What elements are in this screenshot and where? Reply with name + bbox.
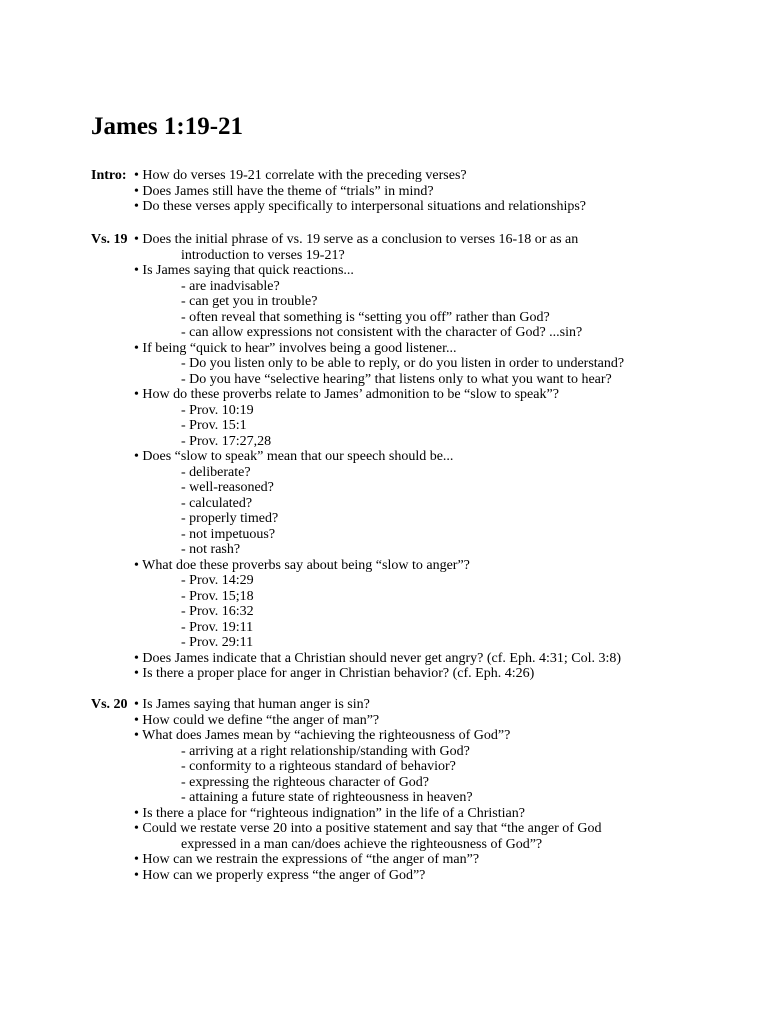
sub-item: - Prov. 29:11 <box>181 635 254 650</box>
sub-item: - not impetuous? <box>181 526 276 542</box>
sub-item: introduction to verses 19-21? <box>181 247 345 263</box>
bullet-item: • Does the initial phrase of vs. 19 serve as a conclusion to verses 16-18 or as an <box>134 232 579 247</box>
sub-item: - Prov. 14:29 <box>181 573 254 588</box>
section-label: Vs. 20 <box>91 697 128 712</box>
bullet-item: • Could we restate verse 20 into a positive statement and say that “the anger of God <box>134 821 602 836</box>
bullet-item: • What does James mean by “achieving the righteousness of God”? <box>134 728 511 743</box>
sub-item: - often reveal that something is “setting you off” rather than God? <box>181 309 550 325</box>
sub-item: - Prov. 15;18 <box>181 588 254 604</box>
sub-item: - conformity to a righteous standard of behavior? <box>181 759 456 774</box>
sub-item: - Do you listen only to be able to reply, or do you listen in order to understand? <box>181 356 625 371</box>
bullet-item: • How can we restrain the expressions of “the anger of man”? <box>134 852 480 867</box>
bullet-item: • Is James saying that human anger is sin? <box>134 697 370 712</box>
bullet-item: • How could we define “the anger of man”? <box>134 712 380 728</box>
sub-item: - Prov. 15:1 <box>181 418 247 433</box>
bullet-item: • Do these verses apply specifically to interpersonal situations and relationships? <box>134 199 587 214</box>
sub-item: - Prov. 16:32 <box>181 604 254 619</box>
page-title: James 1:19-21 <box>91 113 244 140</box>
sub-item: - Prov. 10:19 <box>181 402 254 418</box>
sub-item: - expressing the righteous character of God? <box>181 774 430 790</box>
sub-item: - Do you have “selective hearing” that listens only to what you want to hear? <box>181 371 612 387</box>
bullet-item: • If being “quick to hear” involves being a good listener... <box>134 340 457 356</box>
bullet-item: • Does James still have the theme of “trials” in mind? <box>134 183 434 199</box>
bullet-item: • Is there a place for “righteous indignation” in the life of a Christian? <box>134 805 525 821</box>
sub-item: - are inadvisable? <box>181 278 280 294</box>
bullet-item: • How do verses 19-21 correlate with the preceding verses? <box>134 168 467 183</box>
bullet-item: • What doe these proverbs say about being “slow to anger”? <box>134 557 470 573</box>
sub-item: - can get you in trouble? <box>181 294 318 309</box>
bullet-item: • How do these proverbs relate to James’ admonition to be “slow to speak”? <box>134 387 559 402</box>
sub-item: - Prov. 19:11 <box>181 619 254 635</box>
sub-item: - deliberate? <box>181 464 251 480</box>
bullet-item: • Does James indicate that a Christian should never get angry? (cf. Eph. 4:31; Col. 3:8) <box>134 650 622 666</box>
sub-item: - properly timed? <box>181 511 279 526</box>
sub-item: - calculated? <box>181 495 253 511</box>
bullet-item: • How can we properly express “the anger of God”? <box>134 867 426 883</box>
bullet-item: • Is James saying that quick reactions... <box>134 263 354 278</box>
bullet-item: • Is there a proper place for anger in Christian behavior? (cf. Eph. 4:26) <box>134 666 535 681</box>
sub-item: - can allow expressions not consistent with the character of God? ...sin? <box>181 325 583 340</box>
sub-item: - Prov. 17:27,28 <box>181 433 272 449</box>
bullet-item: • Does “slow to speak” mean that our speech should be... <box>134 449 454 464</box>
sub-item: - attaining a future state of righteousness in heaven? <box>181 790 473 805</box>
sub-item: expressed in a man can/does achieve the righteousness of God”? <box>181 836 543 852</box>
sub-item: - not rash? <box>181 542 241 557</box>
sub-item: - arriving at a right relationship/standing with God? <box>181 743 470 759</box>
sub-item: - well-reasoned? <box>181 480 274 495</box>
section-label: Intro: <box>91 168 127 183</box>
section-label: Vs. 19 <box>91 232 128 247</box>
